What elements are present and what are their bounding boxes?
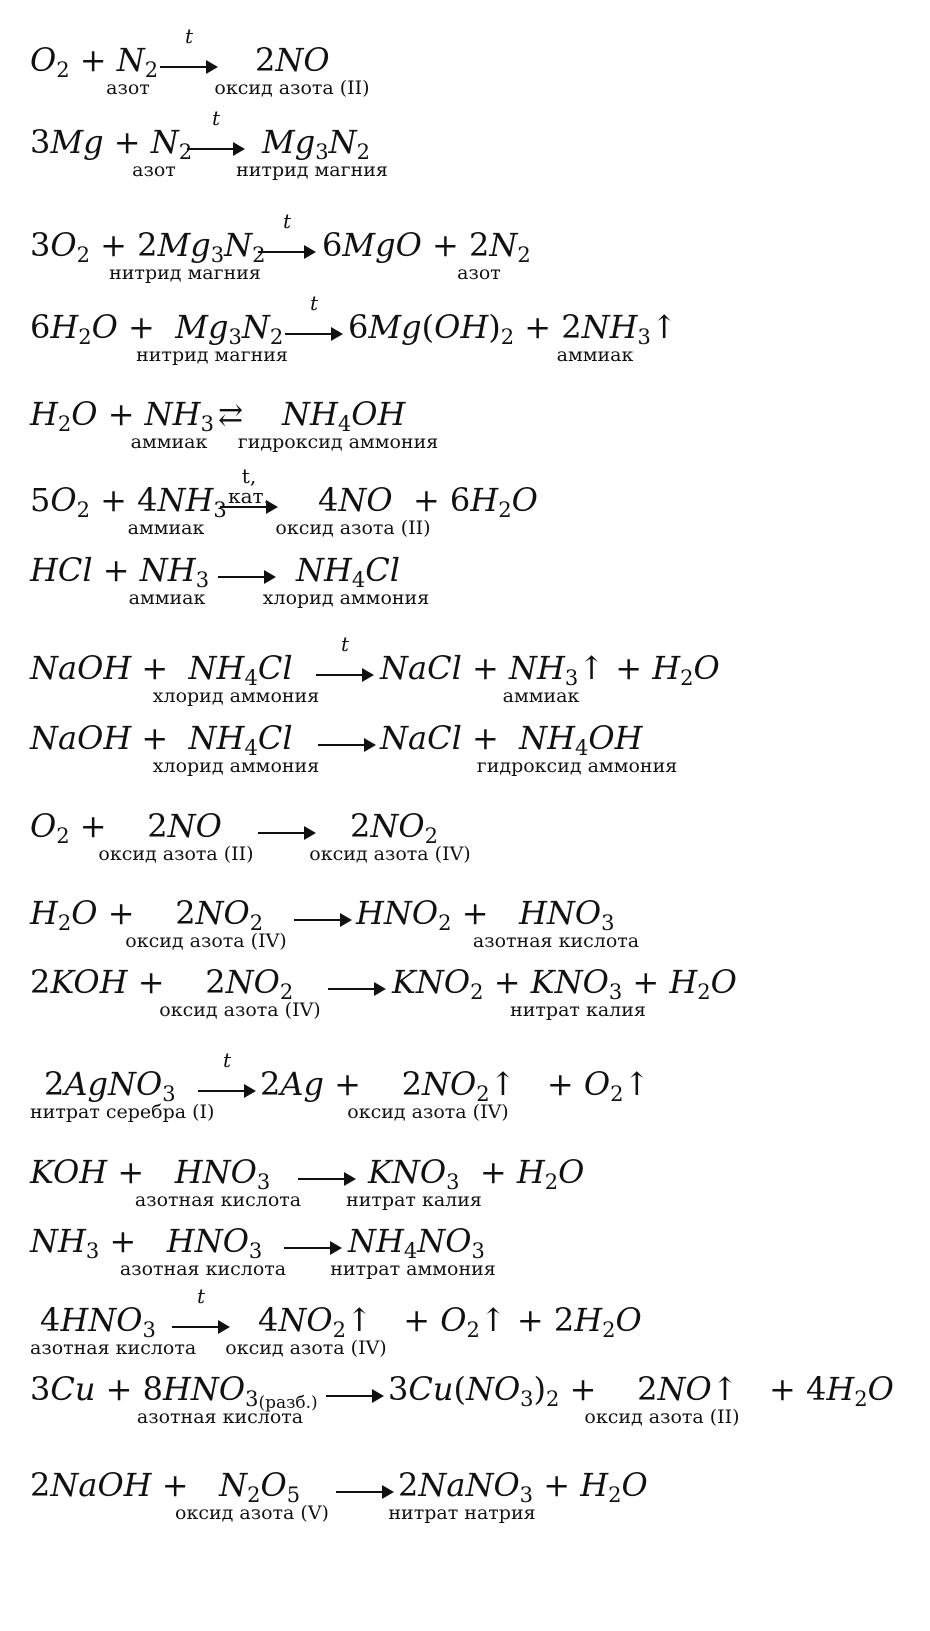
reaction-arrow <box>298 1154 356 1194</box>
caption: нитрат аммония <box>330 1258 496 1280</box>
arrow-condition: t <box>309 291 319 315</box>
reaction-arrow <box>326 1371 384 1411</box>
caption: аммиак <box>556 344 634 366</box>
caption: азотная кислота <box>30 1337 197 1359</box>
equation-9-left: NaOH + $NH_4Cl$ <box>30 719 293 760</box>
reaction-arrow <box>172 1284 230 1342</box>
equation-18-left: 2NaOH + $N_2O_5$ <box>30 1466 301 1507</box>
caption: оксид азота (IV) <box>125 930 287 952</box>
equation-12-right: $KNO_2 + KNO_3 + H_2O$ <box>392 963 737 1004</box>
equation-5-right: $NH_4OH$ <box>282 395 406 436</box>
caption: оксид азота (II) <box>584 1406 740 1428</box>
equation-4-right: $6Mg(OH)_2$ + $2NH_3↑$ <box>348 308 678 349</box>
caption: оксид азота (V) <box>175 1502 329 1524</box>
equation-7-right: $NH_4Cl$ <box>296 551 400 592</box>
reaction-arrow <box>258 808 316 848</box>
equation-14-right: $KNO_3 + H_2O$ <box>368 1153 585 1194</box>
caption: оксид азота (IV) <box>225 1337 387 1359</box>
reaction-arrow <box>258 209 316 267</box>
caption: азот <box>457 262 501 284</box>
equation-11-left: $H_2O$ + $2NO_2$ <box>30 894 264 935</box>
caption: аммиак <box>130 431 208 453</box>
equation-17-left: $3Cu + 8HNO_{3(разб.)}$ <box>30 1370 318 1413</box>
equation-6-right: $4NO + 6H_2O$ <box>318 481 538 522</box>
caption: нитрид магния <box>136 344 288 366</box>
reaction-arrow <box>316 632 374 690</box>
caption: нитрид магния <box>236 159 388 181</box>
equation-2-right: $Mg_3N_2$ <box>262 123 370 164</box>
equilibrium-arrow: ⇄ <box>218 398 244 433</box>
equation-13-left: 2AgNO$_3$ <box>44 1065 176 1106</box>
equation-6-left: $5O_2 + 4NH_3$ <box>30 481 227 522</box>
equation-8-right: NaCl + $NH_3↑ + H_2O$ <box>380 649 720 690</box>
equation-2-left: $3Mg + N_2$ <box>30 123 193 164</box>
caption: нитрат серебра (I) <box>30 1101 215 1123</box>
caption: оксид азота (II) <box>98 843 254 865</box>
caption: хлорид аммония <box>152 755 320 777</box>
caption: азотная кислота <box>472 930 640 952</box>
reaction-arrow <box>218 552 276 592</box>
caption: нитрат натрия <box>388 1502 536 1524</box>
reaction-arrow <box>294 895 352 935</box>
equation-16-right: $4NO_2↑$ + $O_2↑ + 2H_2O$ <box>258 1301 642 1342</box>
equation-10-right: $2NO_2$ <box>350 807 438 848</box>
caption: гидроксид аммония <box>476 755 678 777</box>
reaction-arrow <box>198 1048 256 1106</box>
caption: азот <box>106 77 150 99</box>
reaction-arrow <box>336 1467 394 1507</box>
equation-10-left: $O_2$ + 2NO <box>30 807 222 848</box>
arrow-condition: t <box>196 1284 206 1308</box>
reaction-arrow <box>328 964 386 1004</box>
reaction-arrow <box>187 106 245 164</box>
reaction-arrow <box>285 291 343 349</box>
arrow-condition: t <box>211 106 221 130</box>
caption: азот <box>132 159 176 181</box>
caption: оксид азота (IV) <box>347 1101 509 1123</box>
arrow-condition: t <box>222 1048 232 1072</box>
equation-1-left: $O_2 + N_2$ <box>30 41 159 82</box>
caption: нитрат калия <box>346 1189 482 1211</box>
caption: аммиак <box>128 587 206 609</box>
equation-17-right: $3Cu(NO_3)_2$ + 2NO↑ + $4H_2O$ <box>388 1370 894 1411</box>
caption: аммиак <box>127 517 205 539</box>
caption: оксид азота (II) <box>275 517 431 539</box>
caption: аммиак <box>502 685 580 707</box>
caption: азотная кислота <box>136 1406 304 1428</box>
equation-7-left: HCl + $NH_3$ <box>30 551 210 592</box>
equation-3-right: $6MgO + 2N_2$ <box>322 226 531 267</box>
equation-11-right: $HNO_2 + HNO_3$ <box>356 894 615 935</box>
equation-1-right: 2NO <box>255 41 330 79</box>
caption: оксид азота (IV) <box>309 843 471 865</box>
arrow-condition: t, кат. <box>228 464 270 508</box>
equation-5-left: $H_2O + NH_3$ <box>30 395 214 436</box>
reaction-arrow <box>284 1223 342 1263</box>
arrow-condition: t <box>184 24 194 48</box>
equation-8-left: NaOH + $NH_4Cl$ <box>30 649 293 690</box>
caption: азотная кислота <box>134 1189 302 1211</box>
equation-12-left: 2KOH + $2NO_2$ <box>30 963 294 1004</box>
equation-14-left: KOH + $HNO_3$ <box>30 1153 271 1194</box>
caption: азотная кислота <box>119 1258 287 1280</box>
arrow-condition: t <box>340 632 350 656</box>
equation-3-left: $3O_2 + 2Mg_3N_2$ <box>30 226 266 267</box>
caption: оксид азота (IV) <box>159 999 321 1021</box>
caption: гидроксид аммония <box>237 431 439 453</box>
equation-13-right: 2Ag + $2NO_2↑$ + $O_2↑$ <box>260 1065 651 1106</box>
caption: оксид азота (II) <box>214 77 370 99</box>
reaction-arrow <box>160 24 218 82</box>
equation-4-left: $6H_2O + Mg_3N_2$ <box>30 308 284 349</box>
equation-15-left: $NH_3 + HNO_3$ <box>30 1222 263 1263</box>
equation-9-right: NaCl + $NH_4OH$ <box>380 719 643 760</box>
caption: хлорид аммония <box>152 685 320 707</box>
equation-16-left: $4HNO_3$ <box>40 1301 156 1342</box>
arrow-condition: t <box>282 209 292 233</box>
caption: хлорид аммония <box>262 587 430 609</box>
reaction-arrow <box>220 464 278 522</box>
caption: нитрид магния <box>109 262 261 284</box>
equation-15-right: $NH_4NO_3$ <box>348 1222 485 1263</box>
caption: нитрат калия <box>510 999 646 1021</box>
equation-18-right: 2NaNO$_3$ + $H_2O$ <box>398 1466 648 1507</box>
reaction-arrow <box>318 720 376 760</box>
